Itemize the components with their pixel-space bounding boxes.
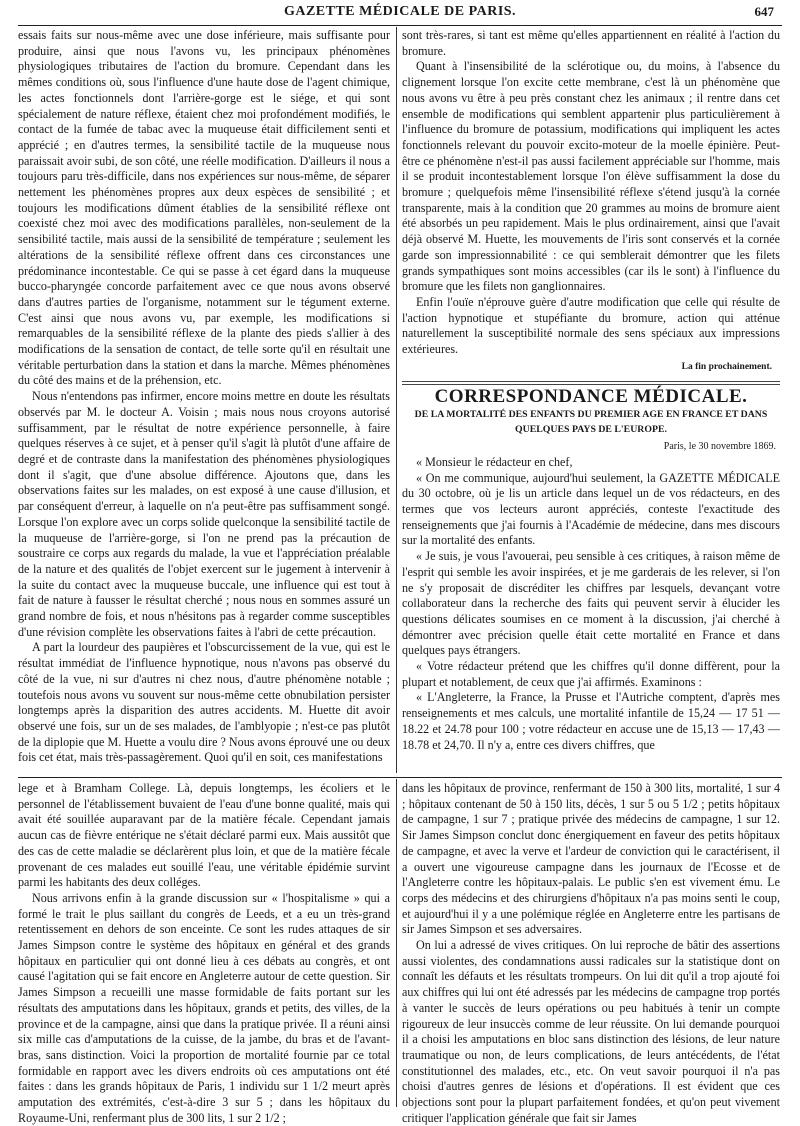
column-divider-top xyxy=(396,27,397,773)
page-number: 647 xyxy=(754,4,774,19)
bottom-right-column xyxy=(402,781,780,1125)
left-column xyxy=(18,28,390,773)
section-subtitle: DE LA MORTALITÉ DES ENFANTS DU PREMIER AGE EN FRANCE ET DANS QUELQUES PAYS DE L'EUROPE. xyxy=(414,409,768,436)
right-paragraph-2: Quant à l'insensibilité de la sclérotique ou, du moins, à l'absence du clignement lorsque l'on excite cette membrane, c'est là un phénomène que nous avons vu être à peu près constant chez les animaux ; il rentre dans cet ensemble de modifications qui semblent appartenir plus particulièrement à l'influence du bromure de potassium, modifications qui impliquent les actes fonctionnels relevant du pouvoir excito-moteur de la moelle épinière. Peut-être ce phénomène n'est-il pas aussi facilement appréciable sur l'homme, mais il se produit incontestablement lorsque l'on élève suffisamment la dose du bromure ; quelquefois même l'insensibilité réflexe s'étend jusqu'à la cornée transparente, mais à la condition que 20 grammes au moins de bromure aient été absorbés un peu rapidement. Mais le plus ordinairement, ainsi que l'avait déjà observé M. Huette, les mouvements de l'iris sont conservés et la cornée garde son impressionnabilité : ce qui semblerait démontrer que les filets grands sympathiques sont moins accessibles (car ils le sont) à l'influence du bromure que les filets non ganglionnaires. xyxy=(402,59,780,294)
journal-title: GAZETTE MÉDICALE DE PARIS. xyxy=(283,4,517,19)
letter-paragraph-1: « On me communique, aujourd'hui seulement, la GAZETTE MÉDICALE du 30 octobre, où je lis un article dans lequel un de vos rédacteurs, en des termes que vos lecteurs auront appréciés, conteste l'exactitude des renseignements que j'ai fournis à l'Académie de médecine, dans mes discours sur la mortalité des enfants. xyxy=(402,470,780,548)
letter-paragraph-3: « Votre rédacteur prétend que les chiffres qu'il donne diffèrent, pour la plupart et notablement, de ceux que j'ai affirmés. Examinons : xyxy=(402,659,780,689)
left-paragraph-1: essais faits sur nous-même avec une dose inférieure, mais suffisante pour produire, ainsi que nous l'avons vu, les principaux phénomènes physiologiques tributaires de l'action du bromure. Cependant dans les mêmes conditions où, sous l'influence d'une haute dose de l'agent chimique, les actes fonctionnels dont l'arrière-gorge est le siége, et qui sont spécialement de nature réflexe, étaient chez moi profondément modifiés, le contact de la fumée de tabac avec la muqueuse était difficilement senti et apprécié ; en d'autres termes, la sensibilité tactile de la muqueuse nous paraissait avoir subi, de son côté, une réelle modification. D'ailleurs il nous a toujours paru très-difficile, dans nos expériences sur nous-même, de séparer nettement les phénomènes propres aux deux espèces de sensibilité ; et toujours les modifications dûment établies de la sensibilité réflexe ont coexisté chez moi avec des modifications parallèles, non-seulement de la sensibilité tactile, mais aussi de la sensibilité de température ; seulement les altérations de la sensibilité réflexe offrent dans ces circonstances une prédominance incontestable. Ce qui se passe à cet égard dans la muqueuse bucco-pharyngée concorde parfaitement avec ce que nous avons observé dans d'autres parties de l'organisme, notamment sur le tégument externe. C'est ainsi que nous avons vu, par exemple, les modifications si remarquables de la sensibilité réflexe de la plante des pieds s'allier à des modifications de la sensation de contact, de telle sorte qu'il en résultait une véritable perturbation dans la station et dans la marche. Mêmes phénomènes du côté des mains et de la préhension, etc. xyxy=(18,28,390,388)
bottom-right-paragraph-2: On lui a adressé de vives critiques. On lui reproche de bâtir des assertions aussi violentes, des condamnations aussi radicales sur la statistique dont on connaît les défauts et les résultats trompeurs. On lui dit qu'il a trop ajouté foi aux chiffres qui lui ont été adressés par les médecins de campagne trop portés à vanter le succès de leurs opérations ou peu habitués à tenir un compte rigoureux de leur insuccès comme de leur réussite. On lui demande pourquoi il a choisi les amputations en bloc sans distinction des lésions, de leur nature traumatique ou non, de leurs complications, de leurs antécédents, de l'état constitutionnel des malades, etc., etc. On veut savoir pourquoi il n'a pas choisi d'autres genres de lésions et d'opérations. Il est évident que ces objections sont pour la plupart parfaitement fondées, et qu'on peut vivement critiquer l'application générale que fait sir James xyxy=(402,938,780,1125)
continued-note: La fin prochainement. xyxy=(681,361,772,372)
bottom-right-paragraph-1: dans les hôpitaux de province, renfermant de 150 à 300 lits, mortalité, 1 sur 4 ; hôpitaux contenant de 50 à 150 lits, décès, 1 sur 5 ou 5 1/2 ; petits hôpitaux de campagne, 1 sur 7 ; pratique privée des médecins de campagne, 1 sur 12. Sir James Simpson conclut donc énergiquement en faveur des petits hôpitaux de campagne, et avec la verve et l'ardeur de conviction qui le caractérisent, il a ouvert une vigoureuse campagne dans les journaux de l'Ecosse et de l'Angleterre contre les hôpitaux-palais. Le public s'en est vivement ému. Le corps des médecins et des chirurgiens d'hôpitaux n'a pas moins senti le coup, et aujourd'hui il y a une polémique réglée en Angleterre entre les partisans de sir James Simpson et ses adversaires. xyxy=(402,781,780,937)
bottom-left-column xyxy=(18,781,390,1125)
left-paragraph-2: Nous n'entendons pas infirmer, encore moins mettre en doute les résultats observés par M. le docteur A. Voisin ; mais nous nous croyons autorisé suffisamment, par le résultat de notre expérience personnelle, à faire quelques réserves à ce sujet, et à penser qu'il s'agit là plutôt d'une affaire de degré et de contraste dans la manifestation des phénomènes physiologiques dont il s'agit, que d'une absolue différence. Ajoutons que, dans les observations faites sur les malades, on est exposé à une cause d'illusion, et par conséquent d'erreur, à laquelle on n'a peut-être pas suffisamment songé. Lorsque l'on explore avec un corps solide quelconque la sensibilité tactile de la muqueuse de l'arrière-gorge, si l'on ne prend pas la précaution de soustraire ce corps aux regards du malade, la vue et l'appréciation préalable de la nature et des qualités de l'objet exercent sur le jugement à intervenir à la suite du contact avec la muqueuse buccale, une influence qui est tout à fait de nature à fausser le résultat cherché ; nous nous en sommes assuré un grand nombre de fois, et nous n'hésitons pas à regarder comme susceptibles d'une révision complète les observations faites à l'abri de cette précaution. xyxy=(18,389,390,639)
section-rule xyxy=(402,381,780,385)
column-divider-bottom xyxy=(396,779,397,1107)
letter-paragraph-4: « L'Angleterre, la France, la Prusse et l'Autriche comptent, d'après mes renseignements et mes calculs, une mortalité infantile de 15,24 — 17 51 — 18.22 et 24.78 pour 100 ; votre rédacteur en accuse une de 15,13 — 17,43 — 18.78 et 24,70. Il n'y a, entre ces divers chiffres, que xyxy=(402,690,780,752)
right-column xyxy=(402,28,780,773)
letter-salutation: « Monsieur le rédacteur en chef, xyxy=(416,454,573,469)
bottom-left-paragraph-1: lege et à Bramham College. Là, depuis longtemps, les écoliers et le personnel de l'établissement buvaient de l'eau d'une bonne qualité, mais qui avait été souillée auparavant par de la matière fécale. Cependant jamais aucun cas de fièvre entérique ne s'était déclaré parmi eux. Mais aussitôt que des cas de cette maladie se déclarèrent plus loin, et que de la matière fécale provenant de ces malades eut souillé l'eau, une véritable épidémie survint parmi les habitants des deux colléges. xyxy=(18,781,390,890)
section-title: CORRESPONDANCE MÉDICALE. xyxy=(434,386,748,408)
left-paragraph-3: A part la lourdeur des paupières et l'obscurcissement de la vue, qui est le résultat immédiat de l'influence hypnotique, nous n'avons pas observé du côté de la vue, ni sur d'autres ni chez nous, d'autre phénomène notable ; toutefois nous avons vu souvent sur nous-même cette obnubilation persister longtemps après la disparition des autres accidents. M. Huette dit avoir observé une fois, sur un de ses malades, de l'amblyopie ; n'est-ce pas plutôt de la diplopie que M. Huette a voulu dire ? Nous avons éprouvé une ou deux fois cet état, mais très-passagèrement. Quoi qu'il en soit, ces manifestations xyxy=(18,640,390,765)
letter-dateline: Paris, le 30 novembre 1869. xyxy=(663,441,776,453)
page-header xyxy=(18,4,782,22)
middle-rule xyxy=(18,777,782,778)
header-rule xyxy=(18,25,782,26)
right-paragraph-1: sont très-rares, si tant est même qu'elles appartiennent en réalité à l'action du bromure. xyxy=(402,28,780,58)
right-paragraph-3: Enfin l'ouïe n'éprouve guère d'autre modification que celle qui résulte de l'action hypnotique et stupéfiante du bromure, action qui atténue naturellement la susceptibilité normale des sens spéciaux aux impressions extérieures. xyxy=(402,294,780,357)
bottom-left-paragraph-2: Nous arrivons enfin à la grande discussion sur « l'hospitalisme » qui a formé le trait le plus saillant du congrès de Leeds, et a eu un très-grand retentissement en dehors de son enceinte. Ce sont les rudes attaques de sir James Simpson contre le système des hôpitaux en général et des grands hôpitaux en particulier qui ont donné lieu à ces débats au congrès, et ont causé l'agitation qui se fait encore en Angleterre autour de cette question. Sir James Simpson a recueilli une masse formidable de faits portant sur les résultats des amputations dans les hôpitaux, grands et petits, des villes, de la province et de la campagne, ainsi que dans la pratique privée. Il a réuni ainsi six mille cas d'amputations de la cuisse, de la jambe, du bras et de l'avant-bras, sans distinction. Voici la proportion de mortalité fournie par ce total formidable en rapport avec les divers endroits où ces amputations ont été faites : dans les grands hôpitaux de Paris, 1 individu sur 1 1/2 meurt après amputation des extrémités, c'est-à-dire 3 sur 5 ; dans les hôpitaux du Royaume-Uni, renfermant plus de 300 lits, 1 sur 2 1/2 ; xyxy=(18,890,390,1125)
letter-paragraph-2: « Je suis, je vous l'avouerai, peu sensible à ces critiques, à raison même de l'esprit qui semble les avoir inspirées, et je me garderais de les relever, si l'on ne s'y proposait de discréditer les chiffres par lesquels, devançant votre collaborateur dans la recherche des faits qui peuvent servir à élucider les questions délicates soumises en ce moment à la discussion, j'ai cherché à démontrer avec précision quelle était cette mortalité en France et dans quelques pays étrangers. xyxy=(402,549,780,658)
